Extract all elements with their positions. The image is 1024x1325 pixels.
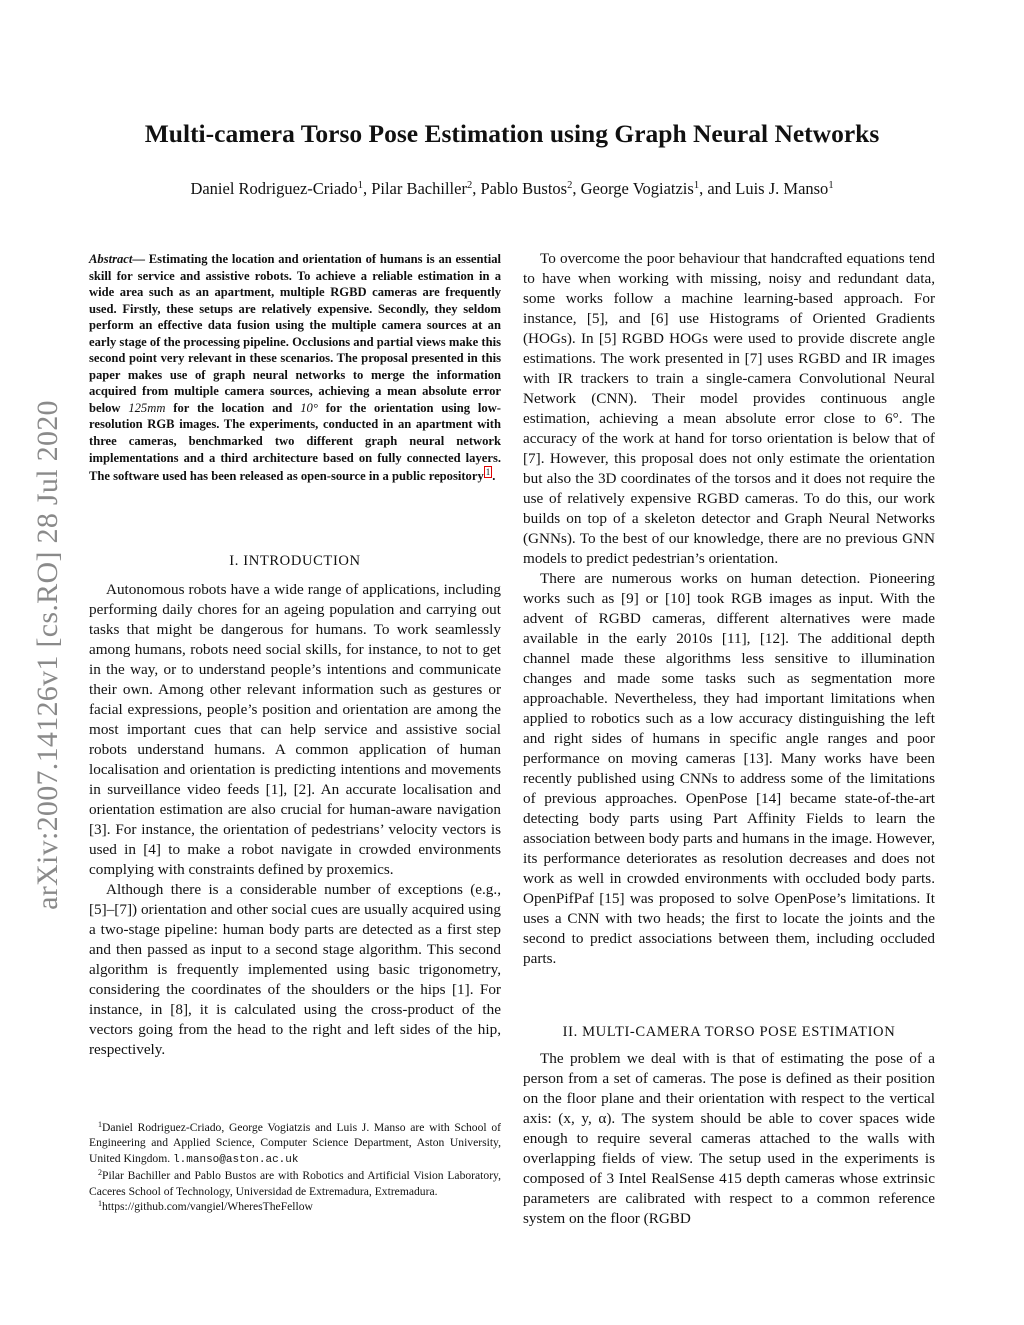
introduction-text [89, 580, 501, 1060]
abstract: Abstract— Estimating the location and orientation of humans is an essential skill for service and assistive robots. To achieve a reliable estimation in a wide area such as an apartment, multiple RGBD cameras are frequently used. Firstly, these setups are relatively expensive. Secondly, they seldom perform an effective data fusion using the multiple camera sources at an early stage of the processing pipeline. Occlusions and partial views make this second point very relevant in these scenarios. The proposal presented in this paper makes use of graph neural networks to merge the information acquired from multiple camera sources, achieving a mean absolute error below 125mm for the location and 10° for the orientation using low-resolution RGB images. The experiments, conducted in an apartment with three cameras, benchmarked two different graph neural network implementations and a third architecture based on fully connected layers. The software used has been released as open-source in a public repository 1 . [89, 252, 501, 484]
paragraph: Although there is a considerable number of exceptions (e.g., [5]–[7]) orientation and other social cues are usually acquired using a two-stage pipeline: human body parts are detected as a first step and then passed as input to a second stage algorithm. This second algorithm is frequently implemented using basic trigonometry, considering the coordinates of the shoulders or the hips [1]. For instance, in [8], it is calculated using the cross-product of the vectors going from the head to the right and left sides of the hip, respectively. [89, 881, 501, 1058]
paragraph: Autonomous robots have a wide range of applications, including performing daily chores for an ageing population and carrying out tasks that might be dangerous for humans. To work seamlessly among humans, robots need social skills, for instance, to not to get in the way, or to understand people’s intentions and communicate their own. Among other relevant information such as gestures or facial expressions, people’s position and orientation are among the most important cues that can help service and assistive social robots understand humans. A common application of human localisation and orientation is predicting intentions and movements in surveillance video feeds [1], [2]. An accurate localisation and orientation estimation are also crucial for human-aware navigation [3]. For instance, the orientation of pedestrians’ velocity vectors is used in [4] to make a robot navigate in crowded environments complying with constraints defined by proxemics. [89, 581, 501, 878]
footnote: $^2$Pilar Bachiller and Pablo Bustos are with Robotics and Artificial Vision Laboratory, Caceres School of Technology, Universidad de Extremadura, Extremadura. [89, 1168, 501, 1198]
author-list [60, 178, 964, 200]
author: George Vogiatzis$^1$, and [580, 179, 736, 198]
paper-page: arXiv:2007.14126v1 [cs.RO] 28 Jul 2020 Multi-camera Torso Pose Estimation using Graph Neural Networks Daniel Rodriguez-Criado$^1$, Pilar Bachiller$^2$, Pablo Bustos$^2$, George Vogiatzis$^1$, and Luis J. Manso$^1$ Abstract— Estimating the location and orientation of humans is an essential skill for service and assistive robots. To achieve a reliable estimation in a wide area such as an apartment, multiple RGBD cameras are frequently used. Firstly, these setups are relatively expensive. Secondly, they seldom perform an effective data fusion using the multiple camera sources at an early stage of the processing pipeline. Occlusions and partial views make this second point very relevant in these scenarios. The proposal presented in this paper makes use of graph neural networks to merge the information acquired from multiple camera sources, achieving a mean absolute error below 125mm for the location and 10° for the orientation using low-resolution RGB images. The experiments, conducted in an apartment with three cameras, benchmarked two different graph neural network implementations and a third architecture based on fully connected layers. The software used has been released as open-source in a public repository 1 . I. INTRODUCTION Autonomous robots have a wide range of applications, including performing daily chores for an ageing population and carrying out tasks that might be dangerous for humans. To work seamlessly among humans, robots need social skills, for instance, to not to get in the way, or to understand people’s intentions and communicate their own. Among other relevant information such as gestures or facial expressions, people’s position and orientation are among the most important cues that can help service and assistive social robots understand humans. A common application of human localisation and orientation is predicting intentions and movements in surveillance video feeds [1], [2]. An accurate localisation and orientation estimation are also crucial for human-aware navigation [3]. For instance, the orientation of pedestrians’ velocity vectors is used in [4] to make a robot navigate in crowded environments complying with constraints defined by proxemics. Although there is a considerable number of exceptions (e.g., [5]–[7]) orientation and other social cues are usually acquired using a two-stage pipeline: human body parts are detected as a first step and then passed as input to a second stage algorithm. This second algorithm is frequently implemented using basic trigonometry, considering the coordinates of the shoulders or the hips [1]. For instance, in [8], it is calculated using the cross-product of the vectors going from the head to the right and left sides of the hip, respectively. $^1$Daniel Rodriguez-Criado, George Vogiatzis and Luis J. Manso are with School of Engineering and Applied Science, Computer Science Department, Aston University, United Kingdom. l.manso@aston.ac.uk $^2$Pilar Bachiller and Pablo Bustos are with Robotics and Artificial Vision Laboratory, Caceres School of Technology, Universidad de Extremadura, Extremadura. $^1$https://github.com/vangiel/WheresTheFellow To overcome the poor behaviour that handcrafted equations tend to have when working with missing, noisy and redundant data, some works follow a machine learning-based approach. For instance, [5], and [6] use Histograms of Oriented Gradients (HOGs). In [5] RGBD HOGs were used to provide discrete angle estimations. The work presented in [7] uses RGBD and IR images with IR trackers to train a single-camera Convolutional Neural Network (CNN). Their model provides continuous angle estimation, achieving a mean absolute error close to 6°. The accuracy of the work at hand for torso orientation is below that of [7]. However, this proposal does not only estimate the orientation but also the 3D coordinates of the torsos and it does not require the use of relatively expensive RGBD cameras. To do this, our work builds on top of a skeleton detector and Graph Neural Networks (GNNs). To the best of our knowledge, there are no previous GNN models to predict pedestrian’s orientation. There are numerous works on human detection. Pioneering works such as [9] or [10] took RGB images as input. With the advent of RGBD cameras, different alternatives were made available in the early 2010s [11], [12]. The additional depth channel made these algorithms less sensitive to illumination changes and made some tasks such as segmentation more approachable. Nevertheless, they had important limitations when applied to robotics such as a low accuracy distinguishing the left and right sides of humans in specific angle ranges and poor performance on moving cameras [13]. Many works have been recently published using CNNs to address some of the limitations of previous approaches. OpenPose [14] became state-of-the-art detecting body parts using Part Affinity Fields to learn the association between body parts and humans in the image. However, its performance deteriorates as resolution decreases and does not work as well in crowded environments with occluded body parts. OpenPifPaf [15] was proposed to solve OpenPose’s limitations. It uses a CNN with two heads; the first to locate the joints and the second to predict associations between them, including occluded parts. II. MULTI-CAMERA TORSO POSE ESTIMATION The problem we deal with is that of estimating the pose of a person from a set of cameras. The pose is defined as their position on the floor plane and their orientation with respect to the vertical axis: (x, y, α). The system should be able to cover spaces wide enough to require several cameras attached to the walls with overlapping fields of view. The setup used in the experiments is composed of 3 Intel RealSense 415 depth cameras whose extrinsic parameters are calibrated with respect to a common reference system on the floor (RGBD [0, 0, 1024, 1325]
method-text [523, 1049, 935, 1229]
footnote: $^1$https://github.com/vangiel/WheresTheFellow [98, 1199, 313, 1214]
footnote-link[interactable]: 1 [485, 467, 491, 478]
author: Pilar Bachiller$^2$, [371, 179, 481, 198]
section-heading-method: II. MULTI-CAMERA TORSO POSE ESTIMATION [562, 1024, 896, 1040]
paper-title: Multi-camera Torso Pose Estimation using Graph Neural Networks [144, 119, 880, 148]
section-heading-introduction: I. INTRODUCTION [229, 553, 361, 569]
footnotes [89, 1120, 501, 1214]
related-work-text [523, 249, 935, 969]
author: Luis J. Manso$^1$ [735, 179, 834, 198]
paragraph: To overcome the poor behaviour that handcrafted equations tend to have when working with missing, noisy and redundant data, some works follow a machine learning-based approach. For instance, [5], and [6] use Histograms of Oriented Gradients (HOGs). In [5] RGBD HOGs were used to provide discrete angle estimations. The work presented in [7] uses RGBD and IR images with IR trackers to train a single-camera Convolutional Neural Network (CNN). Their model provides continuous angle estimation, achieving a mean absolute error close to 6°. The accuracy of the work at hand for torso orientation is below that of [7]. However, this proposal does not only estimate the orientation but also the 3D coordinates of the torsos and it does not require the use of relatively expensive RGBD cameras. To do this, our work builds on top of a skeleton detector and Graph Neural Networks (GNNs). To the best of our knowledge, there are no previous GNN models to predict pedestrian’s orientation. [523, 250, 935, 567]
footnote: $^1$Daniel Rodriguez-Criado, George Vogiatzis and Luis J. Manso are with School of Engineering and Applied Science, Computer Science Department, Aston University, United Kingdom. l.manso@aston.ac.uk [89, 1120, 501, 1166]
paragraph: The problem we deal with is that of estimating the pose of a person from a set of cameras. The pose is defined as their position on the floor plane and their orientation with respect to the vertical axis: (x, y, α). The system should be able to cover spaces wide enough to require several cameras attached to the walls with overlapping fields of view. The setup used in the experiments is composed of 3 Intel RealSense 415 depth cameras whose extrinsic parameters are calibrated with respect to a common reference system on the floor (RGBD [523, 1050, 935, 1227]
abstract-label: Abstract [89, 252, 133, 266]
author: Daniel Rodriguez-Criado$^1$, [190, 179, 372, 198]
repository-link[interactable]: https://github.com/vangiel/WheresTheFellow [102, 1200, 313, 1214]
paragraph: There are numerous works on human detection. Pioneering works such as [9] or [10] took RGB images as input. With the advent of RGBD cameras, different alternatives were made available in the early 2010s [11], [12]. The additional depth channel made these algorithms less sensitive to illumination changes and made some tasks such as segmentation more approachable. Nevertheless, they had important limitations when applied to robotics such as a low accuracy distinguishing the left and right sides of humans in specific angle ranges and poor performance on moving cameras [13]. Many works have been recently published using CNNs to address some of the limitations of previous approaches. OpenPose [14] became state-of-the-art detecting body parts using Part Affinity Fields to learn the association between body parts and humans in the image. However, its performance deteriorates as resolution decreases and does not work as well in crowded environments with occluded body parts. OpenPifPaf [15] was proposed to solve OpenPose’s limitations. It uses a CNN with two heads; the first to locate the joints and the second to predict associations between them, including occluded parts. [523, 570, 935, 967]
author: Pablo Bustos$^2$, [480, 179, 581, 198]
